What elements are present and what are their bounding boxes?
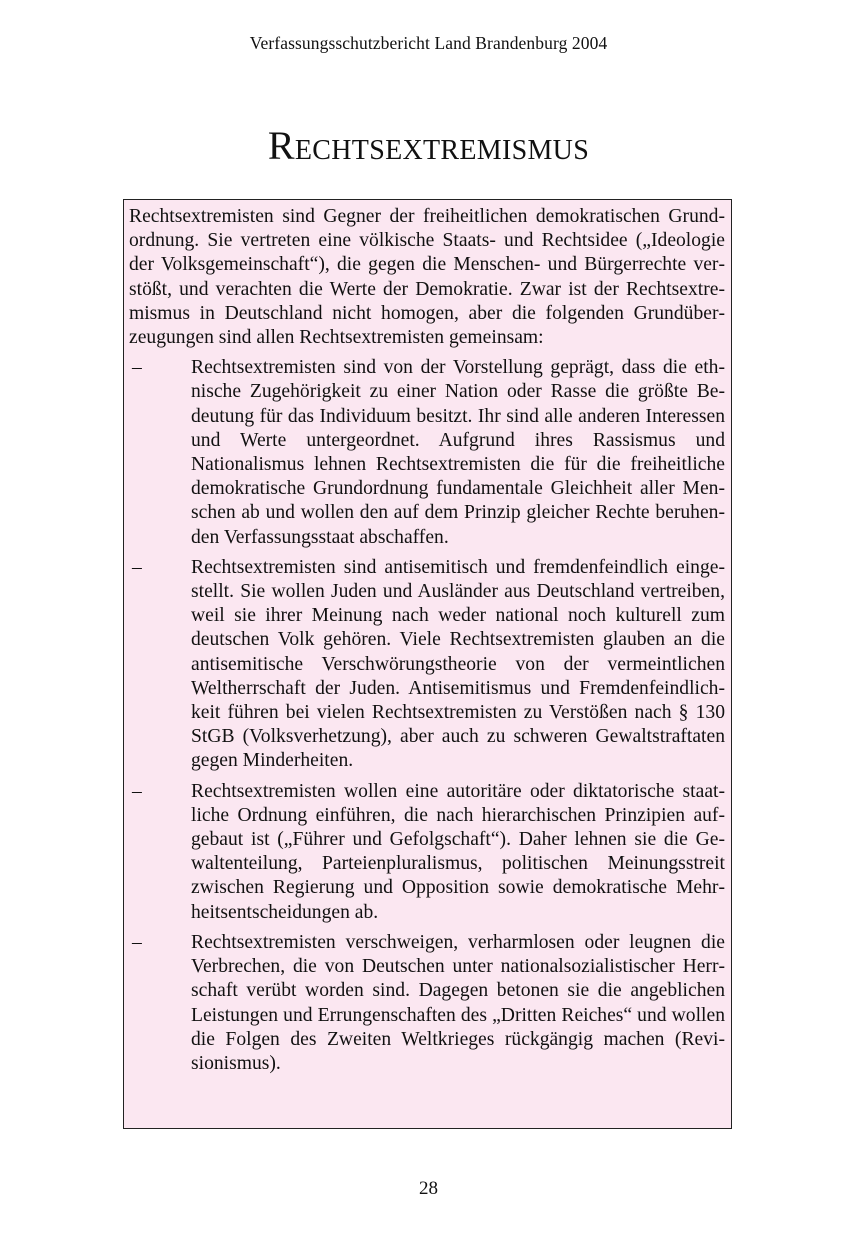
page-number: 28 xyxy=(419,1178,438,1199)
list-item-marker: – xyxy=(132,556,142,578)
list-item xyxy=(129,780,725,925)
list-item-marker: – xyxy=(132,931,142,953)
list-item xyxy=(129,931,725,1076)
list-item-marker: – xyxy=(132,780,142,802)
list-item-text: Rechtsextremisten sind von der Vorstellung geprägt, dass die ethnische Zugehörigkeit zu einer Nation oder Rasse die größte Bedeutung für das Individuum besitzt. Ihr sind alle anderen Interessen und Werte untergeordnet. Aufgrund ihres Rassismus und Nationalismus lehnen Rechtsextremisten die für die freiheitliche demokratische Grundordnung fundamentale Gleichheit aller Menschen ab und wollen den auf dem Prinzip gleicher Rechte beruhenden Verfassungsstaat abschaffen. xyxy=(191,357,725,548)
list-item xyxy=(129,556,725,774)
list-item-text: Rechtsextremisten sind antisemitisch und fremdenfeindlich eingestellt. Sie wollen Juden und Ausländer aus Deutschland vertreiben, weil sie ihrer Meinung nach weder national noch kulturell zum deutschen Volk gehören. Viele Rechtsextremisten glauben an die antisemitische Verschwörungstheorie von der vermeintlichen Weltherrschaft der Juden. Antisemitismus und Fremdenfeindlichkeit führen bei vielen Rechtsextremisten zu Verstößen nach § 130 StGB (Volksverhetzung), aber auch zu schweren Gewaltstraftaten gegen Minderheiten. xyxy=(191,556,725,772)
intro-paragraph: Rechtsextremisten sind Gegner der freiheitlichen demokratischen Grundordnung. Sie vertreten eine völkische Staats- und Rechtsidee („Ideologie der Volksgemeinschaft“), die gegen die Menschen- und Bürgerrechte verstößt, und verachten die Werte der Demokratie. Zwar ist der Rechtsextremismus in Deutschland nicht homogen, aber die folgenden Grundüberzeugungen sind allen Rechtsextremisten gemeinsam: xyxy=(129,206,725,349)
chapter-title: Rechtsextremismus xyxy=(267,123,590,168)
list-item-text: Rechtsextremisten verschweigen, verharmlosen oder leugnen die Verbrechen, die von Deutschen unter nationalsozialistischer Herrschaft verübt worden sind. Dagegen betonen sie die angeblichen Leistungen und Errungenschaften des „Dritten Reiches“ und wollen die Folgen des Zweiten Weltkrieges rückgängig machen (Revisionismus). xyxy=(191,931,725,1074)
list-item xyxy=(129,356,725,550)
list-item-text: Rechtsextremisten wollen eine autoritäre oder diktatorische staatliche Ordnung einführen, die nach hierarchischen Prinzipien aufgebaut ist („Führer und Gefolgschaft“). Daher lehnen sie die Gewaltenteilung, Parteienpluralismus, politischen Meinungsstreit zwischen Regierung und Opposition sowie demokratische Mehrheitsentscheidungen ab. xyxy=(191,780,725,923)
info-box xyxy=(123,199,732,1129)
list-item-marker: – xyxy=(132,357,142,379)
running-header: Verfassungsschutzbericht Land Brandenburg 2004 xyxy=(249,33,608,53)
